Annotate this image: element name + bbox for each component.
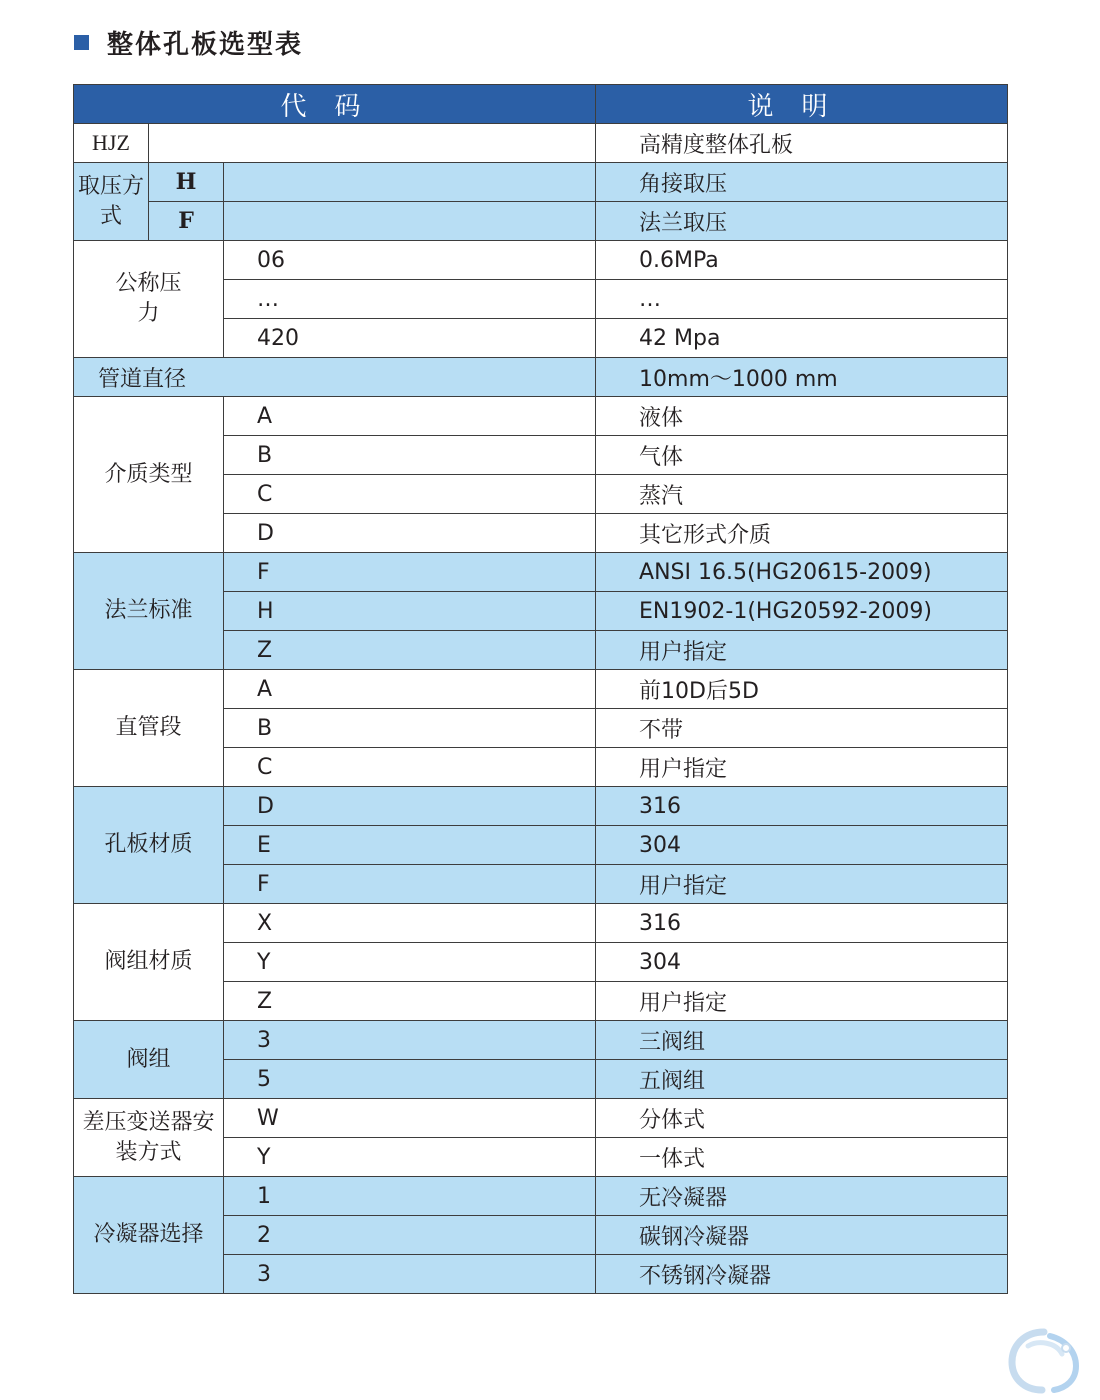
header-code: 代码 xyxy=(74,85,596,124)
code-cell: H xyxy=(149,163,224,202)
category-nominal-pressure: 公称压力 xyxy=(74,241,224,358)
empty-cell xyxy=(224,202,596,241)
table-row xyxy=(74,787,1008,826)
code-cell: D xyxy=(224,514,596,553)
desc-cell: 前10D后5D xyxy=(596,670,1008,709)
desc-cell: 碳钢冷凝器 xyxy=(596,1216,1008,1255)
table-row xyxy=(74,1099,1008,1138)
code-cell: B xyxy=(224,436,596,475)
empty-cell xyxy=(224,163,596,202)
code-cell: … xyxy=(224,280,596,319)
desc-cell: 五阀组 xyxy=(596,1060,1008,1099)
desc-cell: 无冷凝器 xyxy=(596,1177,1008,1216)
desc-cell: 法兰取压 xyxy=(596,202,1008,241)
code-cell: E xyxy=(224,826,596,865)
desc-cell: … xyxy=(596,280,1008,319)
code-cell: B xyxy=(224,709,596,748)
code-cell: X xyxy=(224,904,596,943)
code-cell: 3 xyxy=(224,1255,596,1294)
desc-cell: 304 xyxy=(596,826,1008,865)
desc-cell: 不带 xyxy=(596,709,1008,748)
table-row xyxy=(74,904,1008,943)
empty-cell xyxy=(149,124,596,163)
table-row xyxy=(74,358,1008,397)
desc-cell: 用户指定 xyxy=(596,982,1008,1021)
model-code: HJZ xyxy=(74,124,149,163)
desc-cell: EN1902-1(HG20592-2009) xyxy=(596,592,1008,631)
category-valve-group: 阀组 xyxy=(74,1021,224,1099)
code-cell: D xyxy=(224,787,596,826)
category-straight-pipe: 直管段 xyxy=(74,670,224,787)
desc-cell: 用户指定 xyxy=(596,631,1008,670)
header-desc: 说明 xyxy=(596,85,1008,124)
model-desc: 高精度整体孔板 xyxy=(596,124,1008,163)
desc-cell: 角接取压 xyxy=(596,163,1008,202)
table-row xyxy=(74,553,1008,592)
category-flange-std: 法兰标准 xyxy=(74,553,224,670)
company-logo-icon xyxy=(1004,1326,1084,1396)
desc-cell: ANSI 16.5(HG20615-2009) xyxy=(596,553,1008,592)
code-cell: Y xyxy=(224,1138,596,1177)
heading-square-icon xyxy=(74,35,89,50)
desc-cell: 316 xyxy=(596,787,1008,826)
code-cell: F xyxy=(149,202,224,241)
table-row xyxy=(74,1021,1008,1060)
section-heading xyxy=(74,22,303,62)
code-cell: 06 xyxy=(224,241,596,280)
code-cell: 420 xyxy=(224,319,596,358)
desc-cell: 42 Mpa xyxy=(596,319,1008,358)
category-medium: 介质类型 xyxy=(74,397,224,553)
desc-cell: 304 xyxy=(596,943,1008,982)
category-pressure-tap: 取压方式 xyxy=(74,163,149,241)
category-transmitter-mount: 差压变送器安装方式 xyxy=(74,1099,224,1177)
desc-cell: 10mm～1000 mm xyxy=(596,358,1008,397)
code-cell: Y xyxy=(224,943,596,982)
code-cell: F xyxy=(224,865,596,904)
table-row xyxy=(74,202,1008,241)
code-cell: C xyxy=(224,748,596,787)
code-cell: Z xyxy=(224,631,596,670)
table-row xyxy=(74,163,1008,202)
table-row xyxy=(74,124,1008,163)
code-cell: 2 xyxy=(224,1216,596,1255)
desc-cell: 用户指定 xyxy=(596,748,1008,787)
code-cell: H xyxy=(224,592,596,631)
desc-cell: 一体式 xyxy=(596,1138,1008,1177)
category-valve-material: 阀组材质 xyxy=(74,904,224,1021)
table-header-row xyxy=(74,85,1008,124)
table-row xyxy=(74,397,1008,436)
code-cell: 1 xyxy=(224,1177,596,1216)
code-cell: W xyxy=(224,1099,596,1138)
desc-cell: 其它形式介质 xyxy=(596,514,1008,553)
desc-cell: 不锈钢冷凝器 xyxy=(596,1255,1008,1294)
desc-cell: 三阀组 xyxy=(596,1021,1008,1060)
code-cell: A xyxy=(224,670,596,709)
desc-cell: 用户指定 xyxy=(596,865,1008,904)
selection-table xyxy=(73,84,1008,1294)
code-cell: 5 xyxy=(224,1060,596,1099)
table-row xyxy=(74,1177,1008,1216)
code-cell: 3 xyxy=(224,1021,596,1060)
category-plate-material: 孔板材质 xyxy=(74,787,224,904)
desc-cell: 蒸汽 xyxy=(596,475,1008,514)
code-cell: C xyxy=(224,475,596,514)
desc-cell: 0.6MPa xyxy=(596,241,1008,280)
table-row xyxy=(74,670,1008,709)
code-cell: F xyxy=(224,553,596,592)
code-cell: A xyxy=(224,397,596,436)
desc-cell: 气体 xyxy=(596,436,1008,475)
table-row xyxy=(74,241,1008,280)
category-pipe-diameter: 管道直径 xyxy=(74,358,596,397)
category-condenser: 冷凝器选择 xyxy=(74,1177,224,1294)
code-cell: Z xyxy=(224,982,596,1021)
desc-cell: 液体 xyxy=(596,397,1008,436)
desc-cell: 316 xyxy=(596,904,1008,943)
desc-cell: 分体式 xyxy=(596,1099,1008,1138)
page-title: 整体孔板选型表 xyxy=(107,29,304,60)
